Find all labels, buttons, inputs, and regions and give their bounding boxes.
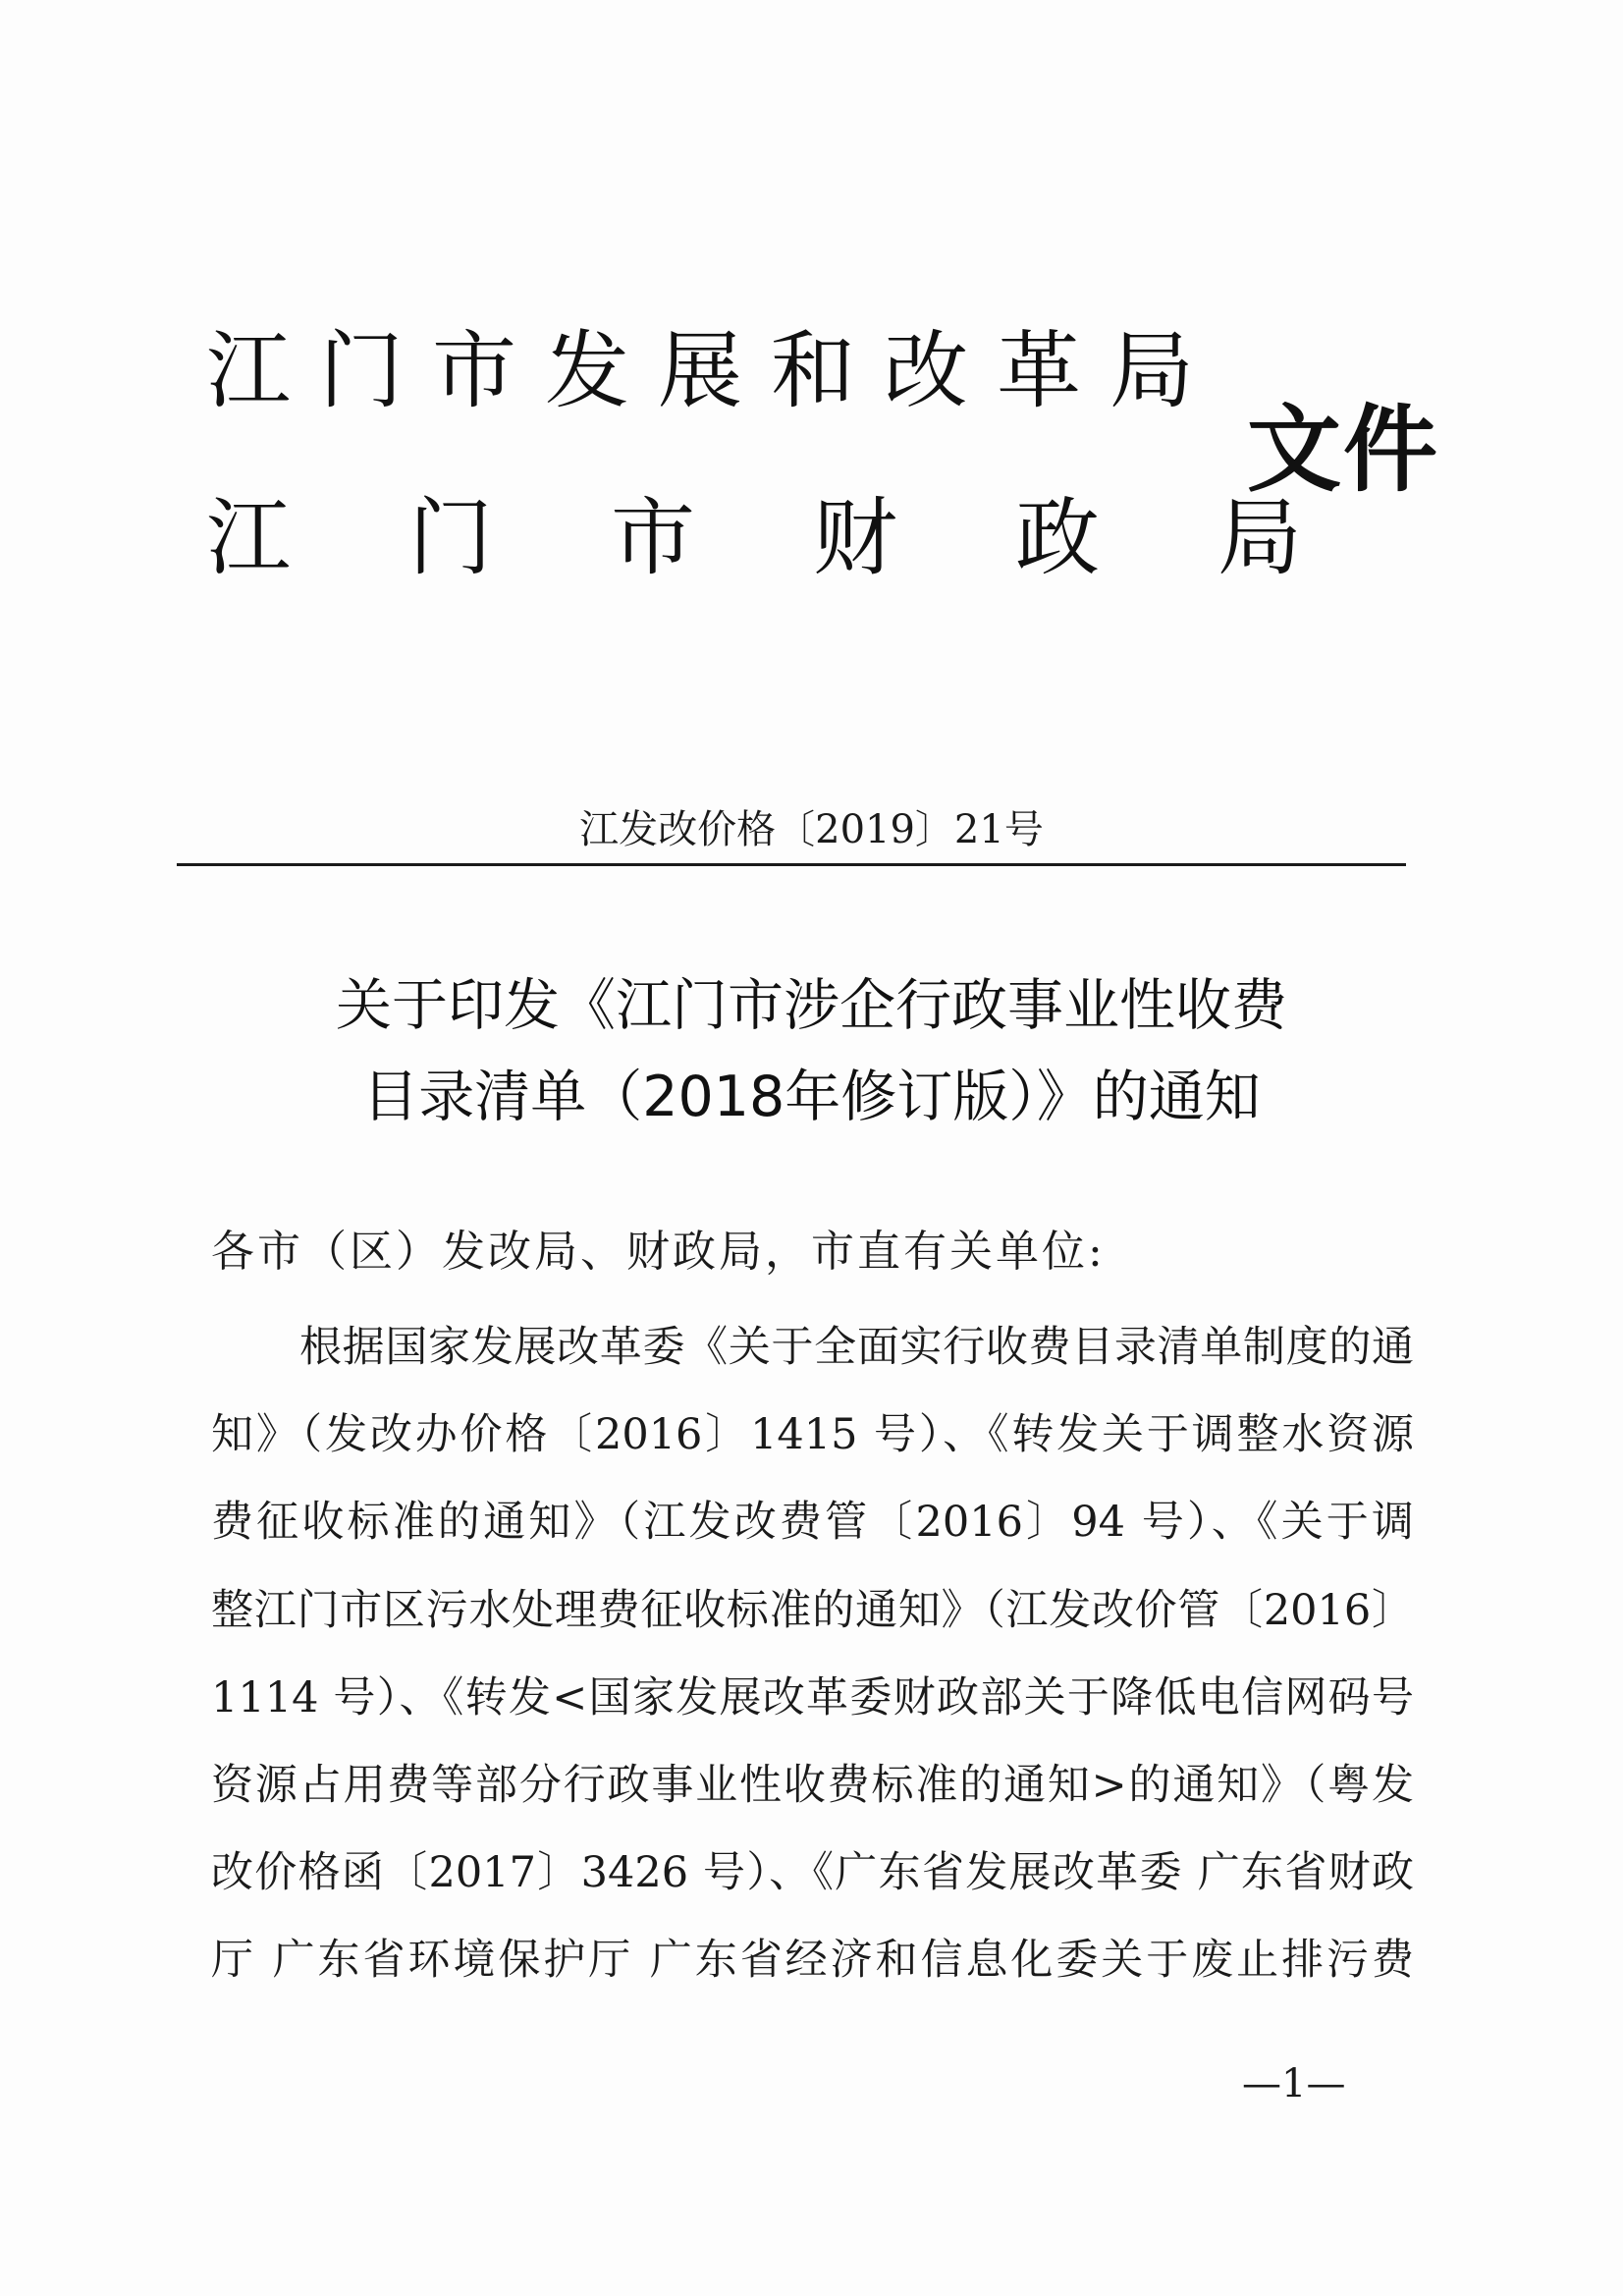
letterhead-issuer-2: 江门市财政局 (206, 489, 1420, 587)
body-line: 1114 号）、《转发<国家发展改革委财政部关于降低电信网码号 (211, 1673, 1414, 1722)
document-number: 江发改价格〔2019〕21号 (579, 807, 1044, 852)
body-line: 费征收标准的通知》（江发改费管〔2016〕94 号）、《关于调 (211, 1498, 1414, 1547)
body-line: 根据国家发展改革委《关于全面实行收费目录清单制度的通 (299, 1323, 1414, 1372)
body-line: 资源占用费等部分行政事业性收费标准的通知>的通知》（粤发 (211, 1761, 1414, 1810)
letterhead-issuer-1: 江门市发展和改革局 (206, 322, 1222, 420)
body-line: 改价格函〔2017〕3426 号）、《广东省发展改革委 广东省财政 (211, 1848, 1414, 1897)
salutation: 各市（区）发改局、财政局，市直有关单位: (211, 1227, 1106, 1277)
document-title-line-2: 目录清单（2018年修订版）》的通知 (362, 1065, 1261, 1129)
body-line: 知》（发改办价格〔2016〕1415 号）、《转发关于调整水资源 (211, 1410, 1414, 1459)
body-line: 整江门市区污水处理费征收标准的通知》（江发改价管〔2016〕 (211, 1586, 1414, 1635)
page-number: —1— (1242, 2061, 1346, 2106)
body-line: 厅 广东省环境保护厅 广东省经济和信息化委关于废止排污费 (211, 1936, 1414, 1985)
letterhead-divider (177, 863, 1406, 866)
document-title-line-1: 关于印发《江门市涉企行政事业性收费 (336, 973, 1287, 1038)
letterhead-document-label: 文件 (1247, 395, 1439, 505)
